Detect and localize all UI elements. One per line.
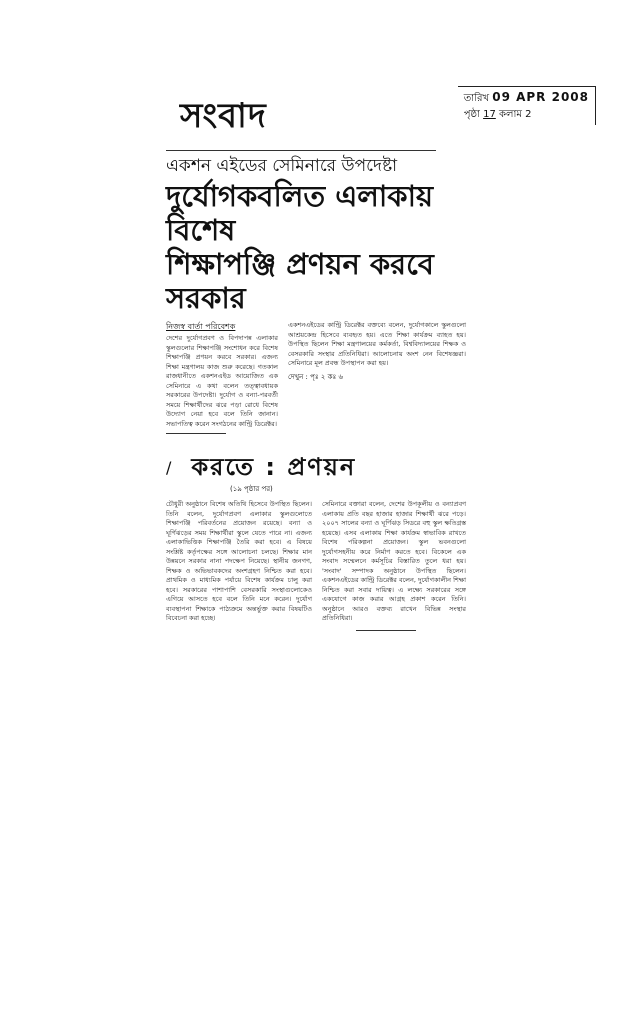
divider bbox=[166, 150, 436, 151]
date-stamp bbox=[458, 86, 596, 125]
stamp-page-row bbox=[464, 107, 589, 123]
article-kicker: একশন এইডের সেমিনারে উপদেষ্টা bbox=[166, 156, 398, 176]
stamp-page-label: পৃষ্ঠা bbox=[463, 109, 480, 120]
stamp-date: 09 APR 2008 bbox=[492, 90, 589, 104]
column-1-wrap bbox=[166, 321, 278, 434]
jump-line: দেখুন : পৃঃ ২ কঃ ৬ bbox=[288, 372, 343, 381]
stamp-page: 17 bbox=[483, 109, 496, 120]
continuation-note: (১৯ পৃষ্ঠার পর) bbox=[230, 485, 273, 493]
stamp-column-label: কলাম bbox=[499, 109, 522, 120]
column-2-wrap bbox=[288, 321, 466, 382]
headline-line-2: শিক্ষাপঞ্জি প্রণয়ন করবে সরকার bbox=[166, 247, 434, 315]
body-column-4: সেমিনারে বক্তারা বলেন, দেশের উপকূলীয় ও বন্যাপ্রবণ এলাকায় প্রতি বছর হাজার হাজার শিক্ষার্থী ঝরে পড়ে। ২০০৭ সালের বন্যা ও ঘূর্ণিঝড় সিডরে বহু স্কুল ক্ষতিগ্রস্ত হয়েছে। এসব এলাকায় শিক্ষা কার্যক্রম স্বাভাবিক রাখতে বিশেষ পরিকল্পনা প্রয়োজন। স্কুল ভবনগুলো দুর্যোগসহনীয় করে নির্মাণ করতে হবে। বিকেলে এক সংবাদ সম্মেলনে কর্মসূচির বিস্তারিত তুলে ধরা হয়। 'সংবাদ' সম্পাদক অনুষ্ঠানে উপস্থিত ছিলেন। একশনএইডের কান্ট্রি ডিরেক্টর বলেন, দুর্যোগকালীন শিক্ষা নিশ্চিত করা সবার দায়িত্ব। এ লক্ষ্যে সরকারের সঙ্গে একযোগে কাজ করার আগ্রহ প্রকাশ করেন তিনি। অনুষ্ঠানে আরও বক্তব্য রাখেন বিভিন্ন সংস্থার প্রতিনিধিরা। bbox=[322, 500, 466, 622]
headline-line-1: দুর্যোগকবলিত এলাকায় বিশেষ bbox=[166, 179, 434, 247]
bottom-columns bbox=[166, 500, 466, 631]
article-headline bbox=[166, 179, 466, 315]
clip-mark: / bbox=[166, 457, 172, 477]
stamp-date-label: তারিখ bbox=[463, 93, 490, 104]
continuation-header bbox=[166, 452, 466, 482]
body-column-3: চৌধুরী অনুষ্ঠানে বিশেষ অতিথি হিসেবে উপস্থিত ছিলেন। তিনি বলেন, দুর্যোগপ্রবণ এলাকার স্কুলগুলোতে শিক্ষাপঞ্জি পরিবর্তনের প্রয়োজন রয়েছে। বন্যা ও ঘূর্ণিঝড়ের সময় শিক্ষার্থীরা স্কুলে যেতে পারে না। এজন্য এলাকাভিত্তিক শিক্ষাপঞ্জি তৈরি করা হবে। এ বিষয়ে সংশ্লিষ্ট কর্তৃপক্ষের সঙ্গে আলোচনা চলছে। শিক্ষার মান উন্নয়নে সরকার নানা পদক্ষেপ নিয়েছে। স্থানীয় জনগণ, শিক্ষক ও অভিভাবকদের অংশগ্রহণ নিশ্চিত করা হবে। প্রাথমিক ও মাধ্যমিক পর্যায়ে বিশেষ কার্যক্রম চালু করা হবে। সরকারের পাশাপাশি বেসরকারি সংস্থাগুলোকেও এগিয়ে আসতে হবে বলে তিনি মনে করেন। দুর্যোগ ব্যবস্থাপনা শিক্ষাকে পাঠ্যক্রমে অন্তর্ভুক্ত করার বিষয়টিও বিবেচনা করা হচ্ছে। bbox=[166, 500, 312, 622]
byline: নিজস্ব বার্তা পরিবেশক bbox=[166, 322, 236, 331]
body-column-2: একশনএইডের কান্ট্রি ডিরেক্টর বক্তব্যে বলেন, দুর্যোগকালে স্কুলগুলো আশ্রয়কেন্দ্র হিসেবে ব্যবহৃত হয়। এতে শিক্ষা কার্যক্রম ব্যাহত হয়। উপস্থিত ছিলেন শিক্ষা মন্ত্রণালয়ের কর্মকর্তা, বিশ্ববিদ্যালয়ের শিক্ষক ও বেসরকারি সংস্থার প্রতিনিধিরা। আলোচনায় অংশ নেন বিশেষজ্ঞরা। সেমিনারে মূল প্রবন্ধ উপস্থাপন করা হয়। bbox=[288, 321, 466, 367]
article bbox=[166, 150, 466, 631]
stamp-date-row bbox=[464, 89, 589, 107]
newspaper-masthead: সংবাদ bbox=[180, 96, 267, 136]
body-column-1: দেশের দুর্যোগপ্রবণ ও বিপদাপন্ন এলাকার স্কুলগুলোর শিক্ষাপঞ্জি সংশোধন করে বিশেষ শিক্ষাপঞ্জি প্রণয়ন করবে সরকার। এজন্য শিক্ষা মন্ত্রণালয় কাজ শুরু করেছে। গতকাল রাজধানীতে একশনএইড আয়োজিত এক সেমিনারে এ কথা বলেন তত্ত্বাবধায়ক সরকারের উপদেষ্টা। দুর্যোগ ও বন্যা-পরবর্তী সময়ে শিক্ষার্থীদের ঝরে পড়া রোধে বিশেষ উদ্যোগ নেয়া হবে বলে তিনি জানান। সভাপতিত্ব করেন সংগঠনের কান্ট্রি ডিরেক্টর। bbox=[166, 334, 278, 428]
continuation-heading: করতে : প্রণয়ন bbox=[191, 453, 357, 481]
page-header bbox=[166, 86, 596, 147]
top-columns bbox=[166, 321, 466, 434]
column-4-wrap bbox=[322, 500, 466, 631]
divider bbox=[166, 433, 226, 434]
stamp-column: 2 bbox=[525, 109, 532, 120]
divider bbox=[356, 630, 416, 631]
